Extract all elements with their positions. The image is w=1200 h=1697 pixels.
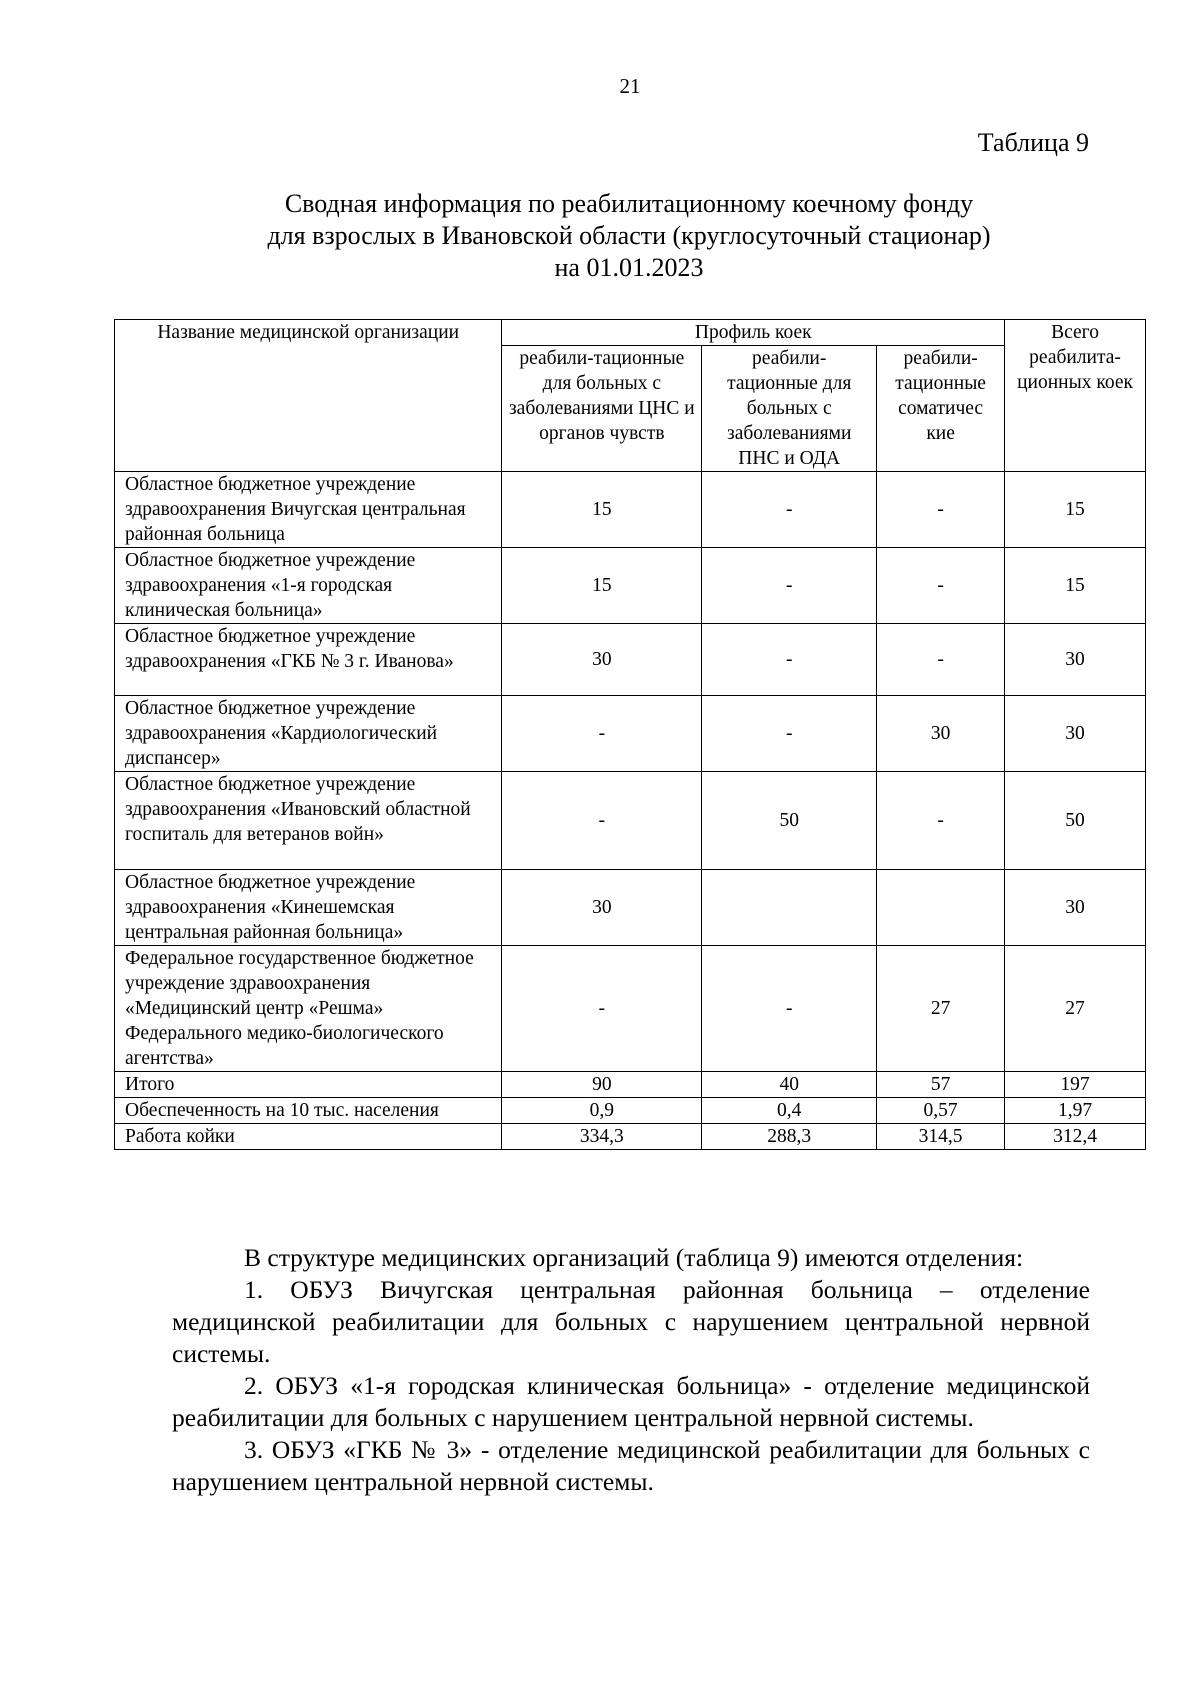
value-somatic: 30 (877, 696, 1005, 772)
value-pns (702, 870, 877, 946)
org-name: Областное бюджетное учреждение здравоохранения Вичугская центральная районная больница (115, 472, 502, 548)
paragraph-intro: В структуре медицинских организаций (таблица 9) имеются отделения: (244, 1243, 1024, 1272)
summary-somatic: 314,5 (877, 1124, 1005, 1150)
summary-somatic: 0,57 (877, 1098, 1005, 1124)
value-pns: - (702, 696, 877, 772)
value-pns: 50 (702, 772, 877, 870)
summary-cns: 0,9 (502, 1098, 702, 1124)
org-name: Областное бюджетное учреждение здравоохранения «1-я городская клиническая больница» (115, 548, 502, 624)
header-profile: Профиль коек (502, 320, 1005, 346)
header-pns: реабили-тационные для больных с заболеваниями ПНС и ОДА (702, 346, 877, 472)
summary-total: 312,4 (1005, 1124, 1146, 1150)
summary-cns: 334,3 (502, 1124, 702, 1150)
org-name: Областное бюджетное учреждение здравоохранения «Ивановский областной госпиталь для ветеранов войн» (115, 772, 502, 870)
value-cns: - (502, 946, 702, 1072)
table-row (115, 772, 1146, 870)
value-somatic: - (877, 772, 1005, 870)
value-total: 15 (1005, 548, 1146, 624)
org-name: Областное бюджетное учреждение здравоохранения «Кардиологический диспансер» (115, 696, 502, 772)
summary-row-bed-work (115, 1124, 1146, 1150)
paragraph-item-2: 2. ОБУЗ «1-я городская клиническая больница» - отделение медицинской реабилитации для больных с нарушением центральной нервной системы. (172, 1371, 1090, 1432)
value-pns: - (702, 946, 877, 1072)
value-somatic: - (877, 472, 1005, 548)
summary-pns: 40 (702, 1072, 877, 1098)
summary-total: 197 (1005, 1072, 1146, 1098)
value-cns: 15 (502, 472, 702, 548)
summary-label: Итого (115, 1072, 502, 1098)
title-line-1: Сводная информация по реабилитационному коечному фонду (284, 189, 974, 218)
org-name: Областное бюджетное учреждение здравоохранения «ГКБ № 3 г. Иванова» (115, 624, 502, 696)
body-text (172, 1242, 1090, 1498)
document-title (114, 188, 1144, 284)
value-somatic: - (877, 548, 1005, 624)
header-cns: реабили-тационные для больных с заболеваниями ЦНС и органов чувств (502, 346, 702, 472)
summary-row-provision (115, 1098, 1146, 1124)
value-somatic: 27 (877, 946, 1005, 1072)
table-label: Таблица 9 (977, 128, 1089, 157)
header-org-name: Название медицинской организации (115, 320, 502, 472)
summary-label: Работа койки (115, 1124, 502, 1150)
value-total: 30 (1005, 624, 1146, 696)
page-number: 21 (619, 74, 641, 98)
title-line-2: для взрослых в Ивановской области (круглосуточный стационар) (267, 221, 991, 250)
value-total: 30 (1005, 696, 1146, 772)
header-total: Всего реабилита-ционных коек (1005, 320, 1146, 472)
value-total: 50 (1005, 772, 1146, 870)
value-cns: - (502, 772, 702, 870)
summary-row-total (115, 1072, 1146, 1098)
summary-total: 1,97 (1005, 1098, 1146, 1124)
summary-pns: 288,3 (702, 1124, 877, 1150)
summary-pns: 0,4 (702, 1098, 877, 1124)
table-header-row (115, 320, 1146, 346)
summary-cns: 90 (502, 1072, 702, 1098)
value-cns: - (502, 696, 702, 772)
value-cns: 30 (502, 624, 702, 696)
summary-label: Обеспеченность на 10 тыс. населения (115, 1098, 502, 1124)
table-row (115, 548, 1146, 624)
table-row (115, 472, 1146, 548)
value-somatic (877, 870, 1005, 946)
value-pns: - (702, 548, 877, 624)
value-cns: 15 (502, 548, 702, 624)
org-name: Федеральное государственное бюджетное учреждение здравоохранения «Медицинский центр «Решма» Федерального медико-биологического агентства» (115, 946, 502, 1072)
org-name: Областное бюджетное учреждение здравоохранения «Кинешемская центральная районная больница» (115, 870, 502, 946)
value-total: 15 (1005, 472, 1146, 548)
value-somatic: - (877, 624, 1005, 696)
header-somatic: реабили-тационные соматичес кие (877, 346, 1005, 472)
table-row (115, 946, 1146, 1072)
table-row (115, 624, 1146, 696)
value-pns: - (702, 624, 877, 696)
value-total: 30 (1005, 870, 1146, 946)
value-pns: - (702, 472, 877, 548)
paragraph-item-3: 3. ОБУЗ «ГКБ № 3» - отделение медицинской реабилитации для больных с нарушением центральной нервной системы. (172, 1435, 1090, 1496)
value-cns: 30 (502, 870, 702, 946)
bed-fund-table (114, 319, 1146, 1150)
paragraph-item-1: 1. ОБУЗ Вичугская центральная районная больница – отделение медицинской реабилитации для больных с нарушением центральной нервной системы. (172, 1275, 1090, 1368)
table-row (115, 696, 1146, 772)
title-line-3: на 01.01.2023 (554, 253, 704, 282)
value-total: 27 (1005, 946, 1146, 1072)
summary-somatic: 57 (877, 1072, 1005, 1098)
table-row (115, 870, 1146, 946)
